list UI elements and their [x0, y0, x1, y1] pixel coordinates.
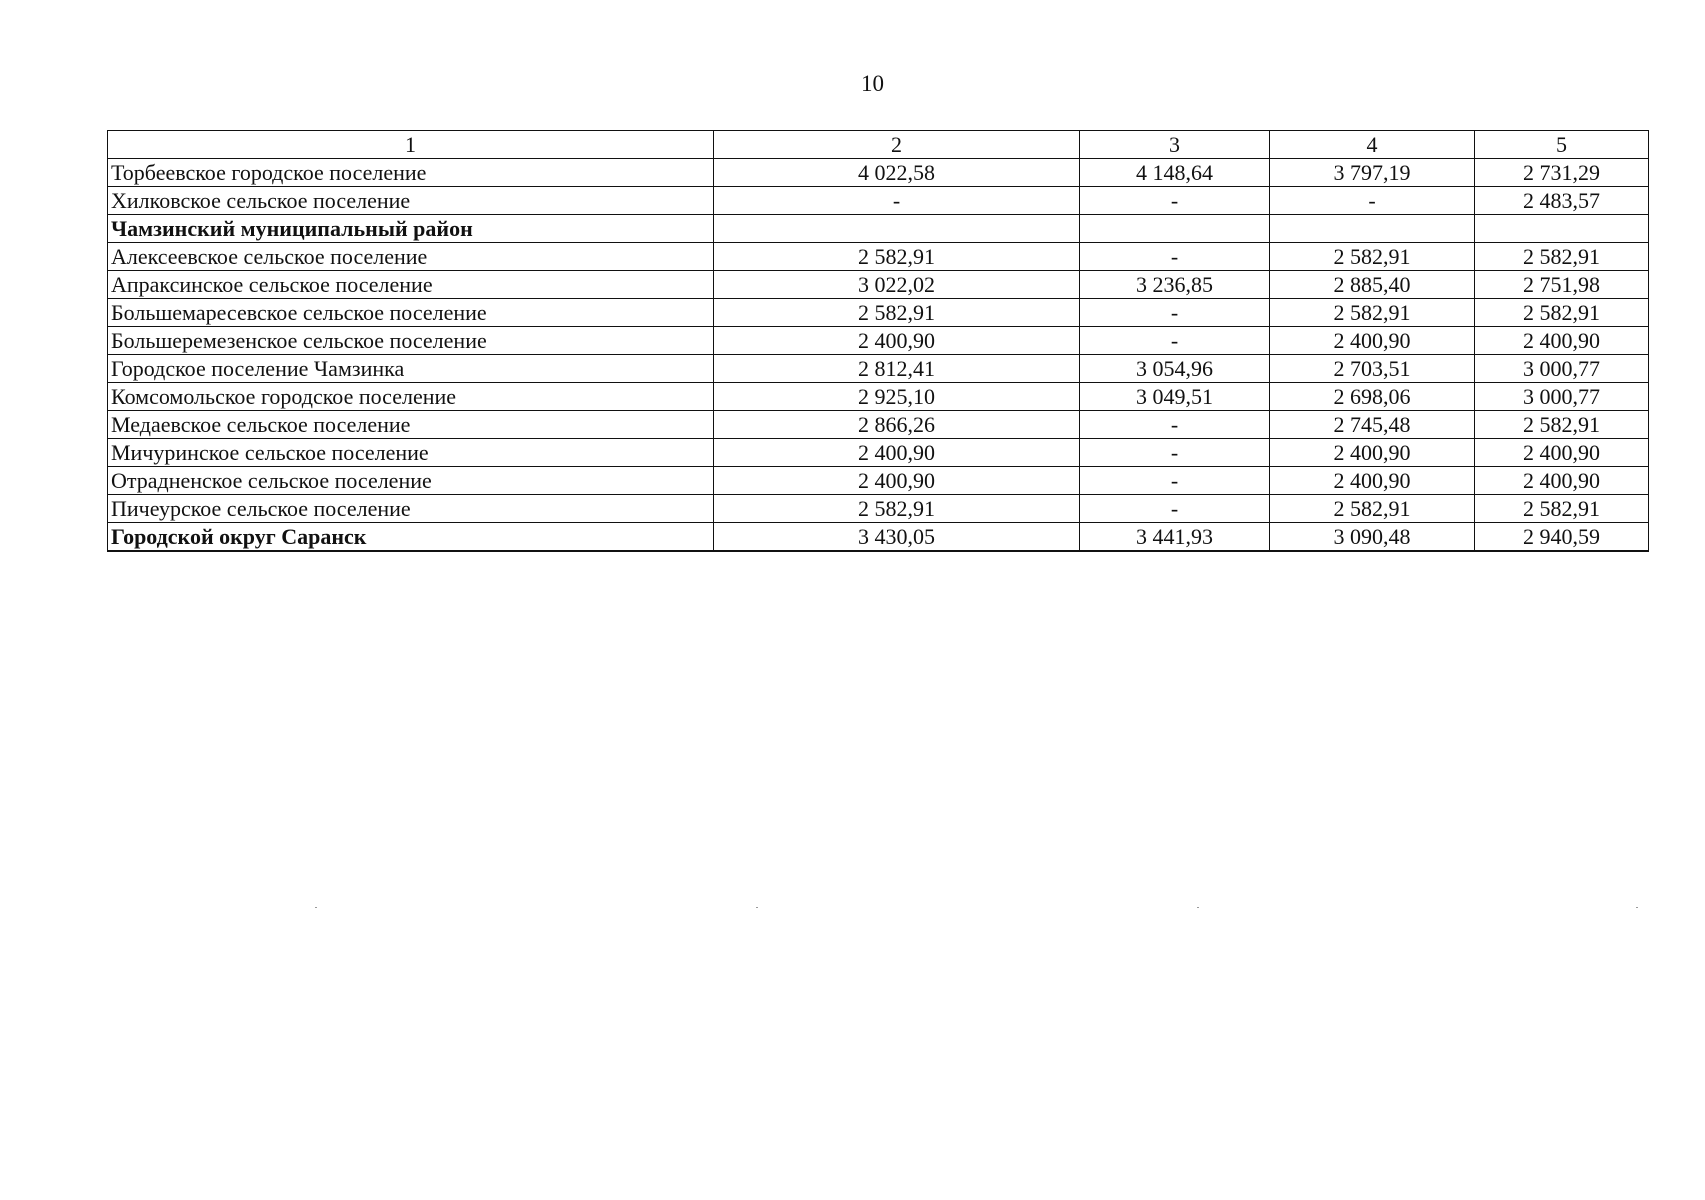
row-value-col5: 2 582,91 — [1475, 495, 1649, 523]
table-row — [108, 439, 1649, 467]
table-header-row — [108, 131, 1649, 159]
table-row — [108, 495, 1649, 523]
row-value-col5: 2 751,98 — [1475, 271, 1649, 299]
row-name-cell: Пичеурское сельское поселение — [108, 495, 714, 523]
row-value-col2: 2 582,91 — [714, 299, 1080, 327]
row-value-col3: - — [1080, 299, 1270, 327]
header-cell-3: 3 — [1080, 131, 1270, 159]
header-cell-4: 4 — [1270, 131, 1475, 159]
scan-speck — [756, 907, 758, 908]
row-name-cell: Большемаресевское сельское поселение — [108, 299, 714, 327]
page-number: 10 — [861, 71, 884, 96]
row-value-col4: 2 400,90 — [1270, 439, 1475, 467]
row-name-cell: Мичуринское сельское поселение — [108, 439, 714, 467]
row-value-col5: 2 582,91 — [1475, 243, 1649, 271]
row-value-col4: - — [1270, 187, 1475, 215]
scan-speck — [1197, 907, 1199, 908]
row-value-col2: 2 400,90 — [714, 439, 1080, 467]
row-value-col5: 2 400,90 — [1475, 467, 1649, 495]
row-value-col4: 2 698,06 — [1270, 383, 1475, 411]
row-value-col3: - — [1080, 187, 1270, 215]
row-value-col2: 3 022,02 — [714, 271, 1080, 299]
row-name-cell: Городской округ Саранск — [108, 523, 714, 552]
row-name-cell: Комсомольское городское поселение — [108, 383, 714, 411]
row-value-col2 — [714, 215, 1080, 243]
table-row — [108, 243, 1649, 271]
row-value-col4: 2 582,91 — [1270, 299, 1475, 327]
row-value-col5: 2 582,91 — [1475, 411, 1649, 439]
row-value-col4: 2 582,91 — [1270, 243, 1475, 271]
row-value-col3: - — [1080, 327, 1270, 355]
row-value-col5: 2 483,57 — [1475, 187, 1649, 215]
header-cell-2: 2 — [714, 131, 1080, 159]
table-row — [108, 383, 1649, 411]
row-value-col4: 2 400,90 — [1270, 327, 1475, 355]
row-value-col2: 2 582,91 — [714, 495, 1080, 523]
row-name-cell: Чамзинский муниципальный район — [108, 215, 714, 243]
table-row — [108, 467, 1649, 495]
row-name-cell: Торбеевское городское поселение — [108, 159, 714, 187]
row-name-cell: Большеремезенское сельское поселение — [108, 327, 714, 355]
scan-speck — [315, 907, 317, 908]
table-row — [108, 299, 1649, 327]
row-value-col4: 2 400,90 — [1270, 467, 1475, 495]
table-row — [108, 355, 1649, 383]
row-value-col2: 2 925,10 — [714, 383, 1080, 411]
row-name-cell: Хилковское сельское поселение — [108, 187, 714, 215]
row-value-col3: - — [1080, 495, 1270, 523]
row-value-col5: 2 940,59 — [1475, 523, 1649, 552]
row-name-cell: Городское поселение Чамзинка — [108, 355, 714, 383]
row-name-cell: Отрадненское сельское поселение — [108, 467, 714, 495]
row-name-cell: Медаевское сельское поселение — [108, 411, 714, 439]
row-value-col2: - — [714, 187, 1080, 215]
row-value-col3: - — [1080, 411, 1270, 439]
row-value-col5: 2 731,29 — [1475, 159, 1649, 187]
row-value-col4: 2 885,40 — [1270, 271, 1475, 299]
row-value-col3: 3 441,93 — [1080, 523, 1270, 552]
row-value-col5 — [1475, 215, 1649, 243]
row-value-col4: 3 090,48 — [1270, 523, 1475, 552]
data-table — [107, 130, 1649, 552]
row-value-col5: 2 400,90 — [1475, 327, 1649, 355]
row-value-col4 — [1270, 215, 1475, 243]
row-name-cell: Апраксинское сельское поселение — [108, 271, 714, 299]
table-row — [108, 411, 1649, 439]
table-row — [108, 523, 1649, 552]
row-name-cell: Алексеевское сельское поселение — [108, 243, 714, 271]
row-value-col2: 3 430,05 — [714, 523, 1080, 552]
row-value-col4: 2 745,48 — [1270, 411, 1475, 439]
table-row — [108, 271, 1649, 299]
table-body — [108, 131, 1649, 552]
row-value-col3: - — [1080, 467, 1270, 495]
row-value-col2: 2 582,91 — [714, 243, 1080, 271]
row-value-col2: 2 812,41 — [714, 355, 1080, 383]
row-value-col2: 2 866,26 — [714, 411, 1080, 439]
row-value-col2: 4 022,58 — [714, 159, 1080, 187]
row-value-col3: 3 049,51 — [1080, 383, 1270, 411]
row-value-col2: 2 400,90 — [714, 467, 1080, 495]
header-cell-1: 1 — [108, 131, 714, 159]
row-value-col3 — [1080, 215, 1270, 243]
scan-speck — [1636, 907, 1638, 908]
row-value-col3: 4 148,64 — [1080, 159, 1270, 187]
table-row — [108, 215, 1649, 243]
row-value-col5: 3 000,77 — [1475, 355, 1649, 383]
row-value-col4: 2 582,91 — [1270, 495, 1475, 523]
row-value-col5: 2 400,90 — [1475, 439, 1649, 467]
row-value-col3: 3 054,96 — [1080, 355, 1270, 383]
row-value-col3: - — [1080, 439, 1270, 467]
row-value-col5: 2 582,91 — [1475, 299, 1649, 327]
row-value-col3: - — [1080, 243, 1270, 271]
row-value-col4: 3 797,19 — [1270, 159, 1475, 187]
row-value-col2: 2 400,90 — [714, 327, 1080, 355]
header-cell-5: 5 — [1475, 131, 1649, 159]
table-row — [108, 159, 1649, 187]
row-value-col4: 2 703,51 — [1270, 355, 1475, 383]
table-row — [108, 187, 1649, 215]
row-value-col5: 3 000,77 — [1475, 383, 1649, 411]
row-value-col3: 3 236,85 — [1080, 271, 1270, 299]
table-row — [108, 327, 1649, 355]
